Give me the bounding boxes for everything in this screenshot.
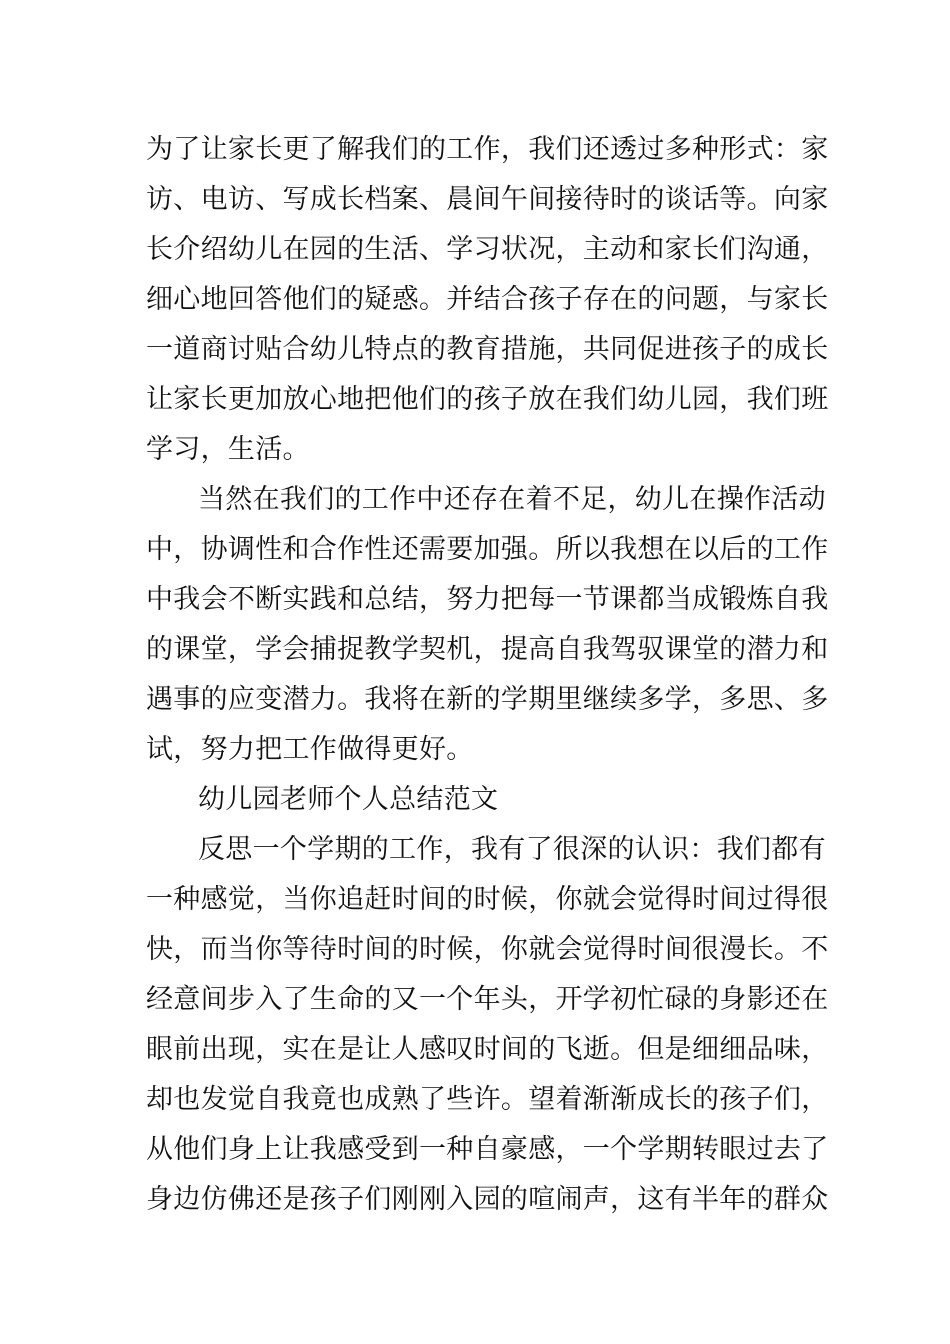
paragraph-first-line: 反思一个学期的工作，我有了很深的认识：我们都有 — [198, 834, 826, 865]
text-line: 让家长更加放心地把他们的孩子放在我们幼儿园，我们班 — [146, 384, 829, 415]
text-line: 访、电访、写成长档案、晨间午间接待时的谈话等。向家 — [146, 184, 829, 215]
text-line: 中我会不断实践和总结，努力把每一节课都当成锻炼自我 — [146, 584, 829, 615]
text-line: 试，努力把工作做得更好。 — [146, 734, 474, 765]
text-line: 遇事的应变潜力。我将在新的学期里继续多学，多思、多 — [146, 684, 829, 715]
text-line: 细心地回答他们的疑惑。并结合孩子存在的问题，与家长 — [146, 284, 829, 315]
text-line: 一道商讨贴合幼儿特点的教育措施，共同促进孩子的成长 — [146, 334, 829, 365]
text-line: 为了让家长更了解我们的工作，我们还透过多种形式：家 — [146, 134, 829, 165]
text-line: 中，协调性和合作性还需要加强。所以我想在以后的工作 — [146, 534, 829, 565]
section-heading: 幼儿园老师个人总结范文 — [198, 784, 499, 815]
text-line: 从他们身上让我感受到一种自豪感，一个学期转眼过去了 — [146, 1134, 829, 1165]
paragraph-first-line: 当然在我们的工作中还存在着不足，幼儿在操作活动 — [198, 484, 826, 515]
text-line: 却也发觉自我竟也成熟了些许。望着渐渐成长的孩子们， — [146, 1084, 829, 1115]
text-line: 经意间步入了生命的又一个年头，开学初忙碌的身影还在 — [146, 984, 829, 1015]
text-line: 长介绍幼儿在园的生活、学习状况，主动和家长们沟通， — [146, 234, 829, 265]
text-line: 学习，生活。 — [146, 434, 310, 465]
text-line: 的课堂，学会捕捉教学契机，提高自我驾驭课堂的潜力和 — [146, 634, 829, 665]
text-line: 身边仿佛还是孩子们刚刚入园的喧闹声，这有半年的群众 — [146, 1184, 829, 1215]
text-line: 眼前出现，实在是让人感叹时间的飞逝。但是细细品味， — [146, 1034, 829, 1065]
text-line: 快，而当你等待时间的时候，你就会觉得时间很漫长。不 — [146, 934, 829, 965]
text-line: 一种感觉，当你追赶时间的时候，你就会觉得时间过得很 — [146, 884, 829, 915]
